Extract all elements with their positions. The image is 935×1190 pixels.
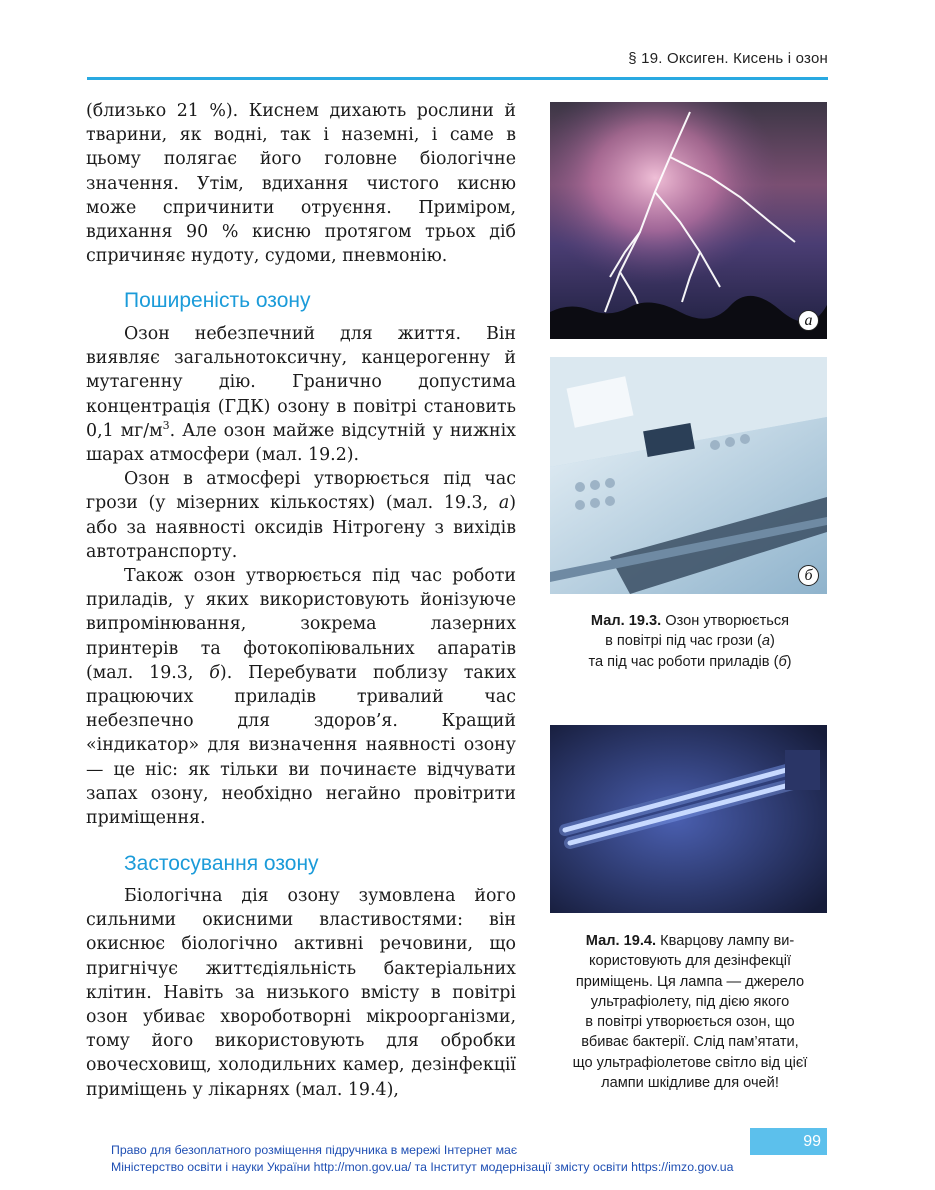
paragraph-ozone-danger: Озон небезпечний для життя. Він виявляє загальнотоксичну, канцерогенну й мутагенну дію. Гранично допустима концентрація (ГДК) озону в повітрі становить 0,1 $мг/м^3$. Але озон майже відсутній у нижніх шарах атмосфери (мал. 19.2). bbox=[86, 324, 516, 466]
photo-quartz-lamp bbox=[550, 725, 827, 913]
badge-b: б bbox=[798, 565, 819, 586]
paragraph-ozone-thunderstorm: Озон в атмосфері утворюється під час грози (у мізерних кількостях) (мал. 19.3, а) або за наявності оксидів Нітрогену з вихідів автотранспорту. bbox=[86, 469, 516, 562]
lightning-image bbox=[550, 102, 827, 339]
header-rule bbox=[87, 77, 828, 80]
running-header: § 19. Оксиген. Кисень і озон bbox=[628, 50, 828, 67]
photo-printer bbox=[550, 357, 827, 594]
quartz-lamp-image bbox=[550, 725, 827, 913]
section-ozone-distribution bbox=[86, 322, 516, 830]
heading-ozone-applications: Застосування озону bbox=[124, 852, 319, 875]
printer-image bbox=[550, 357, 827, 594]
photo-lightning bbox=[550, 102, 827, 339]
paragraph-ozone-devices: Також озон утворюється під час роботи приладів, у яких використовують йонізуюче випромінювання, зокрема лазерних принтерів та фотокопіювальних апаратів (мал. 19.3, б). Перебувати поблизу таких працюючих приладів тривалий час небезпечно для здоров’я. Кращий «індикатор» для визначення наявності озону — це ніс: як тільки ви починаєте відчувати запах озону, необхідно негайно провітрити приміщення. bbox=[86, 566, 517, 829]
intro-text: (близько 21 %). Киснем дихають рослини й тварини, як водні, так і наземні, і саме в цьому полягає його головне біологічне значення. Утім, вдихання чистого кисню може спричинити отруєння. Приміром, вдихання 90 % кисню протягом трьох діб спричиняє нудоту, судоми, пневмонію. bbox=[86, 101, 516, 267]
footer-line-1: Право для безоплатного розміщення підручника в мережі Інтернет має bbox=[111, 1143, 518, 1157]
page-number: 99 bbox=[750, 1128, 827, 1155]
section-ozone-applications bbox=[86, 884, 516, 1102]
heading-ozone-distribution: Поширеність озону bbox=[124, 289, 311, 312]
footer-license bbox=[111, 1142, 733, 1176]
intro-paragraph bbox=[86, 99, 516, 268]
caption-fig-19-3: Мал. 19.3. Озон утворюється в повітрі під час грози (а) та під час роботи приладів (б) bbox=[588, 613, 792, 670]
badge-a: а bbox=[798, 310, 819, 331]
footer-line-2[interactable]: Міністерство освіти і науки України http://mon.gov.ua/ та Інститут модернізації змісту освіти https://imzo.gov.ua bbox=[111, 1160, 734, 1174]
caption-fig-19-4: Мал. 19.4. Кварцову лампу ви- користовують для дезінфекції приміщень. Ця лампа — джерело ультрафіолету, під дією якого в повітрі утворюється озон, що вбиває бактерії. Слід пам’ятати, що ультрафіолетове світло від цієї лампи шкідливе для очей! bbox=[572, 933, 808, 1092]
paragraph-ozone-biology: Біологічна дія озону зумовлена його сильними окисними властивостями: він окиснює біологічно активні речовини, що пригнічує життєдіяльність бактеріальних клітин. Навіть за низького вмісту в повітрі озон убиває хвороботворні мікроорганізми, тому його використовують для обробки овочесховищ, холодильних камер, дезінфекції приміщень у лікарнях (мал. 19.4), bbox=[86, 886, 516, 1100]
